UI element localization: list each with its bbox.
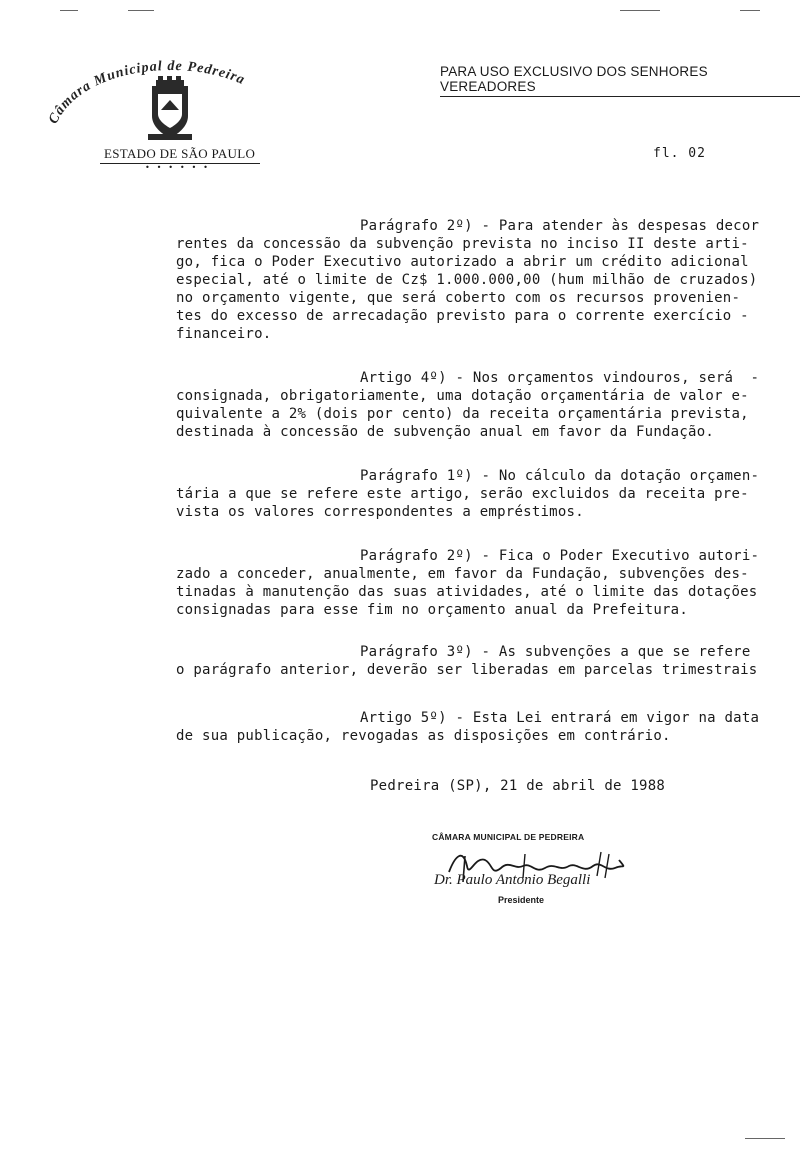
body-line: no orçamento vigente, que será coberto com os recursos provenien-: [176, 290, 741, 306]
body-line: vista os valores correspondentes a empréstimos.: [176, 504, 584, 520]
body-line: especial, até o limite de Cz$ 1.000.000,00 (hum milhão de cruzados): [176, 272, 758, 288]
body-line: Parágrafo 1º) - No cálculo da dotação orçamen-: [360, 468, 760, 484]
body-line: o parágrafo anterior, deverão ser liberadas em parcelas trimestrais: [176, 662, 758, 678]
body-line: consignadas para esse fim no orçamento anual da Prefeitura.: [176, 602, 689, 618]
body-line: consignada, obrigatoriamente, uma dotação orçamentária de valor e-: [176, 388, 749, 404]
body-line: destinada à concessão de subvenção anual em favor da Fundação.: [176, 424, 715, 440]
scan-speck: [60, 10, 78, 11]
body-line: Parágrafo 3º) - As subvenções a que se refere: [360, 644, 751, 660]
exclusive-use-notice: PARA USO EXCLUSIVO DOS SENHORES VEREADORES: [440, 64, 800, 97]
body-line: rentes da concessão da subvenção prevista no inciso II deste arti-: [176, 236, 749, 252]
body-line: Artigo 5º) - Esta Lei entrará em vigor na data: [360, 710, 760, 726]
letterhead-rule-ornament: • • • • • •: [145, 163, 209, 172]
body-line: tes do excesso de arrecadação previsto para o corrente exercício -: [176, 308, 749, 324]
seal-lettering: Câmara Municipal de Pedreira: [46, 58, 248, 127]
scan-speck: [740, 10, 760, 11]
coat-of-arms-icon: [148, 76, 192, 140]
body-line: de sua publicação, revogadas as disposições em contrário.: [176, 728, 671, 744]
scan-speck: [128, 10, 154, 11]
svg-text:Câmara Municipal de Pedreira: [46, 59, 247, 127]
scan-speck: [620, 10, 660, 11]
body-line: Parágrafo 2º) - Para atender às despesas decor: [360, 218, 760, 234]
signature-stamp: CÂMARA MUNICIPAL DE PEDREIRA: [432, 832, 585, 842]
body-line: financeiro.: [176, 326, 272, 342]
body-line: tinadas à manutenção das suas atividades, até o limite das dotações: [176, 584, 758, 600]
page-number: fl. 02: [653, 146, 706, 161]
scan-speck: [745, 1138, 785, 1139]
municipal-seal: [40, 46, 300, 156]
body-line: go, fica o Poder Executivo autorizado a abrir um crédito adicional: [176, 254, 749, 270]
dateline: Pedreira (SP), 21 de abril de 1988: [370, 778, 666, 794]
body-line: tária a que se refere este artigo, serão excluidos da receita pre-: [176, 486, 749, 502]
state-line: ESTADO DE SÃO PAULO: [104, 146, 256, 161]
body-line: quivalente a 2% (dois por cento) da receita orçamentária prevista,: [176, 406, 749, 422]
signatory-name: Dr. Paulo Antonio Begalli: [434, 872, 591, 888]
body-line: Parágrafo 2º) - Fica o Poder Executivo autori-: [360, 548, 760, 564]
body-line: Artigo 4º) - Nos orçamentos vindouros, será -: [360, 370, 760, 386]
signatory-title: Presidente: [498, 895, 545, 905]
body-line: zado a conceder, anualmente, em favor da Fundação, subvenções des-: [176, 566, 749, 582]
